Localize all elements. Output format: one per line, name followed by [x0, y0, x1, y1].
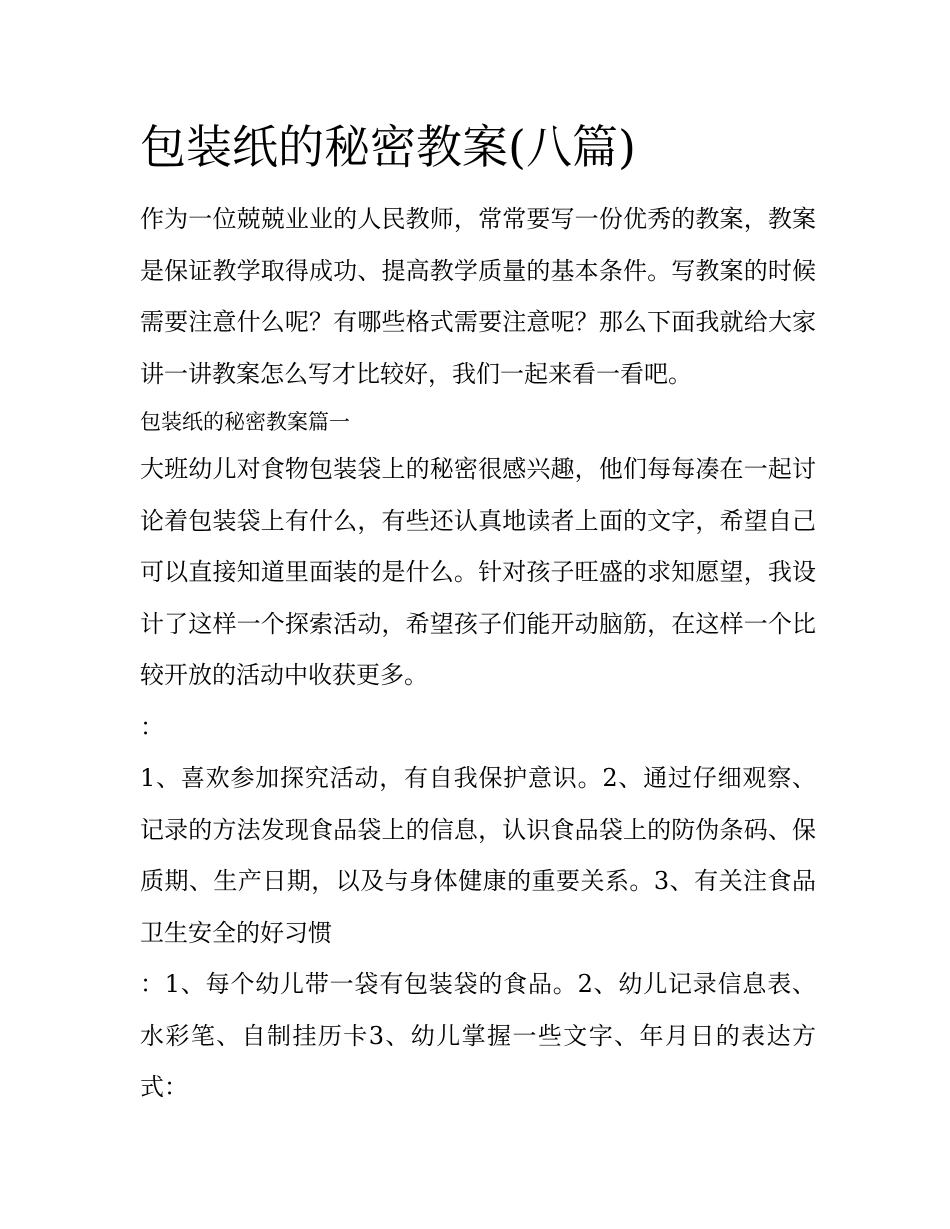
- intro-paragraph: 作为一位兢兢业业的人民教师，常常要写一份优秀的教案，教案是保证教学取得成功、提高教学质量的基本条件。写教案的时候需要注意什么呢？有哪些格式需要注意呢？那么下面我就给大家讲一讲教案怎么写才比较好，我们一起来看一看吧。: [140, 205, 816, 388]
- colon-line: ：: [140, 712, 164, 741]
- section-heading: 包装纸的秘密教案篇一: [140, 410, 350, 434]
- goals-paragraph: 1、喜欢参加探究活动，有自我保护意识。2、通过仔细观察、记录的方法发现食品袋上的信息，认识食品袋上的防伪条码、保质期、生产日期，以及与身体健康的重要关系。3、有关注食品卫生安全的好习惯: [140, 764, 816, 947]
- document-title: 包装纸的秘密教案(八篇): [140, 120, 636, 174]
- preparation-paragraph: ：1、每个幼儿带一袋有包装袋的食品。2、幼儿记录信息表、水彩笔、自制挂历卡3、幼儿掌握一些文字、年月日的表达方式：: [140, 970, 816, 1101]
- document-body: [140, 112, 816, 1114]
- background-paragraph: 大班幼儿对食物包装袋上的秘密很感兴趣，他们每每凑在一起讨论着包装袋上有什么，有些还认真地读者上面的文字，希望自己可以直接知道里面装的是什么。针对孩子旺盛的求知愿望，我设计了这样一个探索活动，希望孩子们能开动脑筋，在这样一个比较开放的活动中收获更多。: [140, 455, 816, 689]
